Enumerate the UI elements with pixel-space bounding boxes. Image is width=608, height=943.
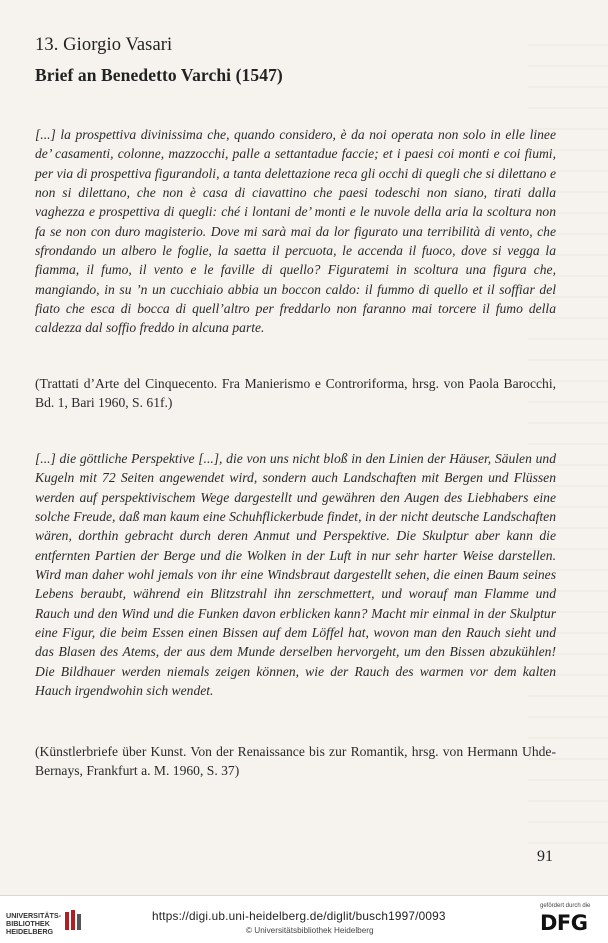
funder-note: gefördert durch die [540, 903, 591, 909]
excerpt-italian: [...] la prospettiva divinissima che, quando considero, è da noi operata non solo in elle linee de’ casamenti, colonne, mazzocchi, palle a settantadue faccie; et i paesi coi monti e coi fiumi, per via di prospettiva figurandoli, a tanta delettazione reca gli occhi di quegli che si dilettano e non si dilettano, che non è casa di ciavattino che paesi todeschi non siano, tirati dalla vaghezza e prospettiva di quegli: ché i lontani de’ monti e le nuvole della aria la scoltura non fa se non con duro magisterio. Dove mi sarà mai da lor figurato una terribilità di vento, che sfrondando un albero le foglie, la saetta il percuota, le accenda il fuoco, dove si vegga la fiamma, il fumo, il vento e le faville di quello? Figuratemi in scoltura una figura che, mangiando, in su ’n un cucchiaio abbia un boccon caldo: il fummo di quello et il soffiar del fiato che esca di bocca di quell’altro per freddarlo non faranno mai torcere il fumo della caldezza dal soffio freddo in alcuna parte. [35, 127, 556, 336]
excerpt-german: [...] die göttliche Perspektive [...], die von uns nicht bloß in den Linien der Häuser, Säulen und Kugeln mit 72 Seiten angewendet wird, sondern auch Landschaften mit Bergen und Flüssen werden auf perspektivischem Wege dargestellt und gewähren den Augen des Liebhabers eine solche Freude, daß man kaum eine Schuhflickerbude findet, in der nicht deutsche Landschaften wären, dorthin gebracht durch deren Anmut und Perspektive. Die Skulptur aber kann die entfernten Partien der Berge und die Wolken in der Luft in nur sehr harter Weise darstellen. Wird man daher wohl jemals von ihr eine Windsbraut dargestellt sehen, die einen Baum seines Lebens beraubt, während ein Blitzstrahl ihn zerschmettert, und worauf man Flamme und Rauch und den Wind und die Funken davon erblicken kann? Macht mir einmal in der Skulptur eine Figur, die beim Essen einen Bissen auf dem Löffel hat, wovon man den Rauch sieht und das Blasen des Atems, der aus dem Munde derselben hervorgeht, um den Bissen abzukühlen! Die Bildhauer werden niemals zeigen können, wie der Rauch des warmen vor dem kalten Hauch irgendwohin sich wendet. [35, 451, 556, 699]
citation-german: (Künstlerbriefe über Kunst. Von der Renaissance bis zur Romantik, hrsg. von Hermann Uhde-Bernays, Frankfurt a. M. 1960, S. 37) [35, 744, 556, 779]
library-logo-line: UNIVERSITÄTS- [6, 911, 62, 920]
section-title: 13. Giorgio Vasari [35, 35, 173, 55]
dfg-logo: DFG [540, 911, 588, 935]
viewer-footer [0, 895, 608, 943]
citation-italian: (Trattati d’Arte del Cinquecento. Fra Manierismo e Controriforma, hrsg. von Paola Barocchi, Bd. 1, Bari 1960, S. 61f.) [35, 376, 556, 411]
permalink-link[interactable]: https://digi.ub.uni-heidelberg.de/diglit/busch1997/0093 [152, 909, 446, 923]
library-logo-icon [63, 908, 85, 934]
copyright-text: © Universitätsbibliothek Heidelberg [246, 926, 374, 935]
library-logo-line: HEIDELBERG [6, 927, 54, 936]
page-number: 91 [537, 848, 553, 865]
library-logo-text [6, 912, 61, 936]
section-subtitle: Brief an Benedetto Varchi (1547) [35, 65, 283, 85]
library-logo-line: BIBLIOTHEK [6, 919, 50, 928]
